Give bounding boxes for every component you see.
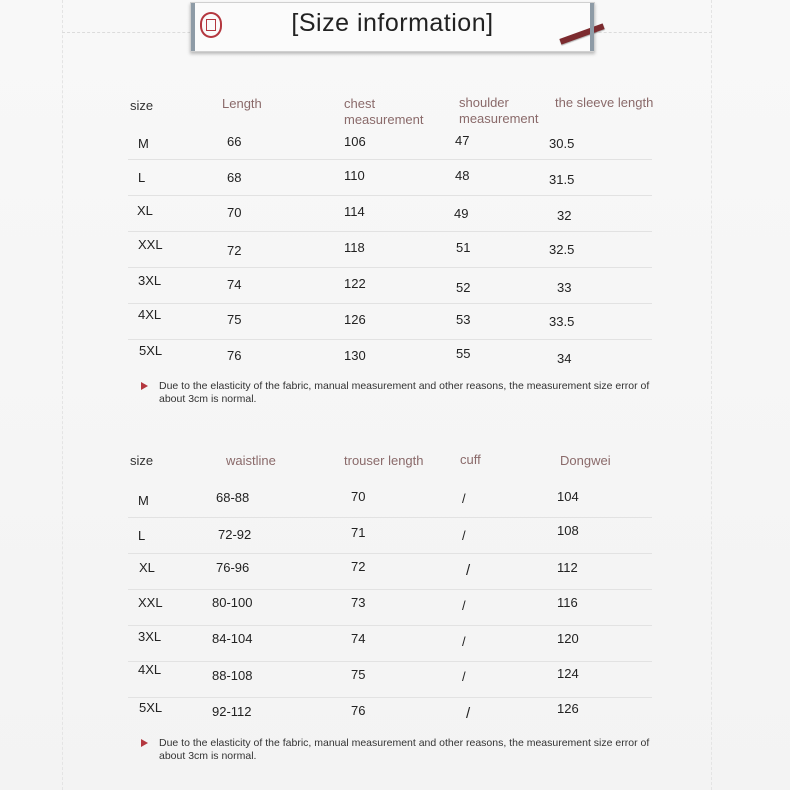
- triangle-bullet-icon: [141, 739, 148, 747]
- size-cell: M: [138, 493, 149, 508]
- table-row: [0, 304, 790, 340]
- dongwei-cell: 116: [557, 595, 578, 610]
- table-row: [0, 232, 790, 268]
- header-size: size: [130, 453, 154, 468]
- size-cell: L: [138, 528, 146, 543]
- dongwei-cell: 126: [557, 701, 579, 716]
- shoulder-cell: 49: [454, 206, 469, 221]
- header-waistline: waistline: [226, 453, 276, 468]
- cuff-cell: /: [466, 705, 471, 722]
- title-banner: [190, 2, 595, 52]
- size-cell: L: [138, 170, 146, 185]
- note-text: Due to the elasticity of the fabric, manual measurement and other reasons, the measurement size error of about 3cm is normal.: [159, 737, 650, 762]
- table-row: [0, 626, 790, 662]
- dongwei-cell: 124: [557, 666, 579, 681]
- length-cell: 72: [227, 243, 242, 258]
- sleeve-cell: 31.5: [549, 172, 575, 187]
- dongwei-cell: 104: [557, 489, 579, 504]
- dongwei-cell: 112: [557, 560, 578, 575]
- sleeve-cell: 33.5: [549, 314, 575, 329]
- size-cell: 4XL: [138, 307, 162, 322]
- trouser-length-cell: 74: [351, 631, 366, 646]
- size-cell: 3XL: [138, 273, 162, 288]
- table-row: [0, 268, 790, 304]
- sleeve-cell: 33: [557, 280, 572, 295]
- waistline-cell: 72-92: [218, 527, 252, 542]
- trouser-length-cell: 73: [351, 595, 366, 610]
- chest-cell: 118: [344, 240, 365, 255]
- note-text: Due to the elasticity of the fabric, manual measurement and other reasons, the measurement size error of about 3cm is normal.: [159, 380, 650, 405]
- length-cell: 68: [227, 170, 242, 185]
- sleeve-cell: 34: [557, 351, 572, 366]
- chest-cell: 110: [344, 168, 365, 183]
- table-row: [0, 340, 790, 376]
- chest-cell: 122: [344, 276, 366, 291]
- table-row: [0, 518, 790, 554]
- header-dongwei: Dongwei: [560, 453, 611, 468]
- chest-cell: 130: [344, 348, 366, 363]
- shoulder-cell: 48: [455, 168, 470, 183]
- waistline-cell: 68-88: [216, 490, 250, 505]
- size-cell: XL: [139, 560, 155, 575]
- trouser-length-cell: 71: [351, 525, 366, 540]
- header-chest: chest measurement: [344, 96, 424, 127]
- dongwei-cell: 108: [557, 523, 579, 538]
- size-cell: 3XL: [138, 629, 162, 644]
- sleeve-cell: 32: [557, 208, 572, 223]
- chest-cell: 106: [344, 134, 366, 149]
- size-cell: XL: [137, 203, 153, 218]
- sleeve-cell: 32.5: [549, 242, 575, 257]
- header-cuff: cuff: [460, 452, 481, 467]
- dongwei-cell: 120: [557, 631, 579, 646]
- size-cell: 5XL: [139, 343, 163, 358]
- chest-cell: 126: [344, 312, 366, 327]
- cuff-cell: /: [462, 491, 466, 506]
- waistline-cell: 84-104: [212, 631, 253, 646]
- table-row: [0, 698, 790, 734]
- page-title: [Size information]: [291, 9, 494, 37]
- header-trouser-length: trouser length: [344, 453, 424, 468]
- trouser-length-cell: 75: [351, 667, 366, 682]
- chest-cell: 114: [344, 204, 365, 219]
- waistline-cell: 88-108: [212, 668, 253, 683]
- trouser-length-cell: 70: [351, 489, 366, 504]
- length-cell: 74: [227, 277, 242, 292]
- cuff-cell: /: [462, 528, 466, 543]
- table-row: [0, 554, 790, 590]
- table-row: [0, 124, 790, 160]
- size-cell: 5XL: [139, 700, 163, 715]
- size-cell: XXL: [138, 237, 163, 252]
- waistline-cell: 80-100: [212, 595, 253, 610]
- cuff-cell: /: [466, 562, 471, 579]
- length-cell: 76: [227, 348, 242, 363]
- shoulder-cell: 47: [455, 133, 470, 148]
- shoulder-cell: 52: [456, 280, 471, 295]
- triangle-bullet-icon: [141, 382, 148, 390]
- header-shoulder: shoulder measurement: [459, 95, 539, 126]
- shoulder-cell: 53: [456, 312, 471, 327]
- cuff-cell: /: [462, 669, 466, 684]
- header-sleeve: the sleeve length: [555, 95, 654, 110]
- length-cell: 70: [227, 205, 242, 220]
- size-cell: XXL: [138, 595, 163, 610]
- length-cell: 75: [227, 312, 242, 327]
- waistline-cell: 76-96: [216, 560, 250, 575]
- shoulder-cell: 55: [456, 346, 471, 361]
- shoulder-cell: 51: [456, 240, 471, 255]
- length-cell: 66: [227, 134, 242, 149]
- header-length: Length: [222, 96, 262, 111]
- trouser-length-cell: 72: [351, 559, 366, 574]
- size-cell: 4XL: [138, 662, 162, 677]
- table-row: [0, 196, 790, 232]
- table-row: [0, 662, 790, 698]
- trouser-length-cell: 76: [351, 703, 366, 718]
- header-size: size: [130, 98, 154, 113]
- sleeve-cell: 30.5: [549, 136, 575, 151]
- waistline-cell: 92-112: [212, 704, 252, 719]
- table-row: [0, 482, 790, 518]
- table-row: [0, 590, 790, 626]
- cuff-cell: /: [462, 634, 466, 649]
- table-row: [0, 160, 790, 196]
- cuff-cell: /: [462, 598, 466, 613]
- size-cell: M: [138, 136, 149, 151]
